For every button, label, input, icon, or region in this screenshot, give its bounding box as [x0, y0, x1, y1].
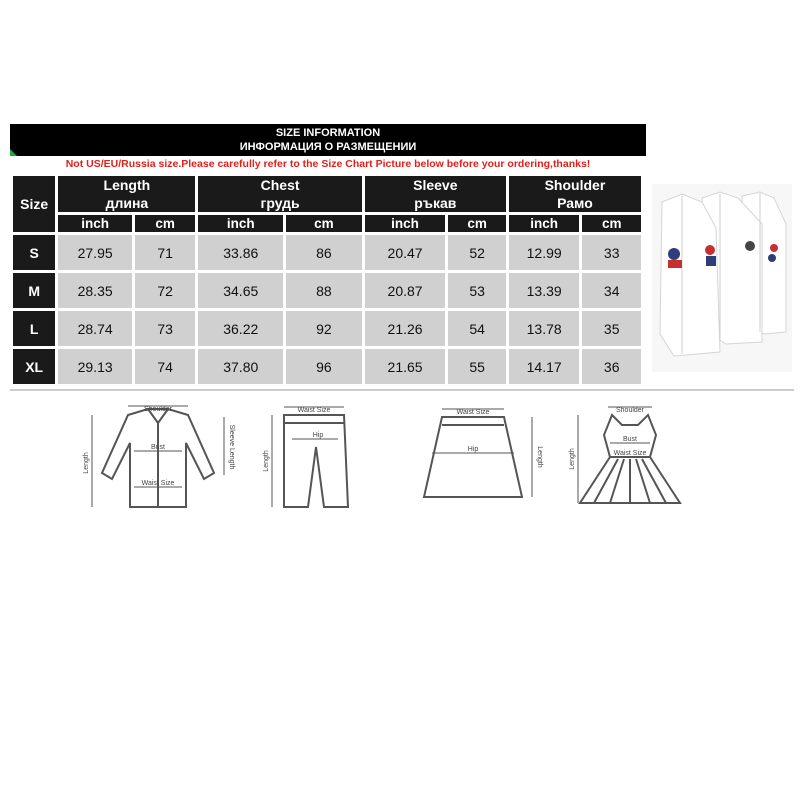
table-cell: 35	[582, 311, 641, 346]
group-name-en: Sleeve	[413, 177, 458, 193]
size-column-header: Size	[13, 176, 55, 232]
unit-cm-header: cm	[448, 215, 505, 232]
pants-measurement-diagram	[262, 403, 362, 513]
table-cell: 36.22	[198, 311, 283, 346]
group-name-ru: грудь	[260, 195, 300, 211]
unit-cm-header: cm	[582, 215, 641, 232]
table-cell: 29.13	[58, 349, 132, 384]
table-cell: 14.17	[509, 349, 580, 384]
diagram-label: Length	[569, 448, 576, 470]
diagram-label: Waist Size	[297, 407, 331, 414]
table-cell: 54	[448, 311, 505, 346]
table-cell: 36	[582, 349, 641, 384]
group-header-sleeve	[365, 176, 506, 212]
section-divider	[10, 389, 794, 391]
diagram-label: Length	[83, 452, 90, 474]
table-cell: 34.65	[198, 273, 283, 308]
header-title-en: SIZE INFORMATION	[275, 127, 381, 139]
table-cell: 53	[448, 273, 505, 308]
group-header-chest	[198, 176, 361, 212]
table-row	[13, 235, 641, 270]
unit-inch-header: inch	[198, 215, 283, 232]
table-cell: 20.87	[365, 273, 446, 308]
table-cell: 28.74	[58, 311, 132, 346]
header-title-ru: ИНФОРМАЦИЯ О РАЗМЕЩЕНИИ	[239, 141, 417, 153]
group-header-shoulder	[509, 176, 641, 212]
unit-inch-header: inch	[58, 215, 132, 232]
diagram-label: Length	[536, 446, 543, 468]
group-name-ru: длина	[105, 195, 149, 211]
diagram-label: Waist Size	[613, 450, 647, 457]
diagram-label: Waist Size	[456, 409, 490, 416]
table-cell: 73	[135, 311, 195, 346]
table-cell: 34	[582, 273, 641, 308]
table-cell: 28.35	[58, 273, 132, 308]
size-chart-table	[10, 173, 644, 387]
table-cell: 12.99	[509, 235, 580, 270]
size-label: XL	[13, 349, 55, 384]
group-name-en: Chest	[260, 177, 300, 193]
header-accent-corner	[10, 149, 17, 156]
group-header-length	[58, 176, 195, 212]
unit-inch-header: inch	[509, 215, 580, 232]
table-row	[13, 349, 641, 384]
group-name-en: Shoulder	[544, 177, 606, 193]
unit-cm-header: cm	[286, 215, 362, 232]
unit-inch-header: inch	[365, 215, 446, 232]
table-cell: 21.65	[365, 349, 446, 384]
table-row	[13, 311, 641, 346]
table-cell: 33.86	[198, 235, 283, 270]
table-cell: 96	[286, 349, 362, 384]
dress-measurement-diagram	[570, 403, 690, 513]
table-cell: 21.26	[365, 311, 446, 346]
group-name-en: Length	[103, 177, 151, 193]
diagram-label: Bust	[622, 436, 638, 443]
group-name-ru: ръкав	[414, 195, 457, 211]
product-photo	[652, 184, 792, 372]
size-label: L	[13, 311, 55, 346]
table-cell: 20.47	[365, 235, 446, 270]
table-cell: 72	[135, 273, 195, 308]
diagram-label: Hip	[467, 446, 479, 453]
diagram-label: Length	[263, 450, 270, 472]
shirt-measurement-diagram	[78, 403, 238, 513]
table-cell: 74	[135, 349, 195, 384]
table-cell: 88	[286, 273, 362, 308]
table-cell: 86	[286, 235, 362, 270]
table-cell: 27.95	[58, 235, 132, 270]
size-label: S	[13, 235, 55, 270]
diagram-label: Shoulder	[615, 407, 645, 414]
diagram-label: Shoulder	[143, 406, 173, 413]
unit-cm-header: cm	[135, 215, 195, 232]
shirts-illustration	[652, 184, 792, 372]
table-cell: 52	[448, 235, 505, 270]
table-cell: 55	[448, 349, 505, 384]
table-row	[13, 273, 641, 308]
diagram-label: Hip	[312, 432, 324, 439]
table-cell: 37.80	[198, 349, 283, 384]
diagram-label: Waist Size	[141, 480, 175, 487]
diagram-label: Sleeve Length	[228, 424, 235, 470]
size-label: M	[13, 273, 55, 308]
skirt-measurement-diagram	[412, 403, 552, 513]
table-cell: 92	[286, 311, 362, 346]
table-cell: 13.78	[509, 311, 580, 346]
group-name-ru: Рамо	[557, 195, 593, 211]
table-cell: 33	[582, 235, 641, 270]
size-info-header	[10, 124, 646, 156]
table-cell: 13.39	[509, 273, 580, 308]
size-notice: Not US/EU/Russia size.Please carefully refer to the Size Chart Picture below before your ordering,thanks!	[65, 158, 591, 170]
diagram-label: Bust	[150, 444, 166, 451]
table-cell: 71	[135, 235, 195, 270]
